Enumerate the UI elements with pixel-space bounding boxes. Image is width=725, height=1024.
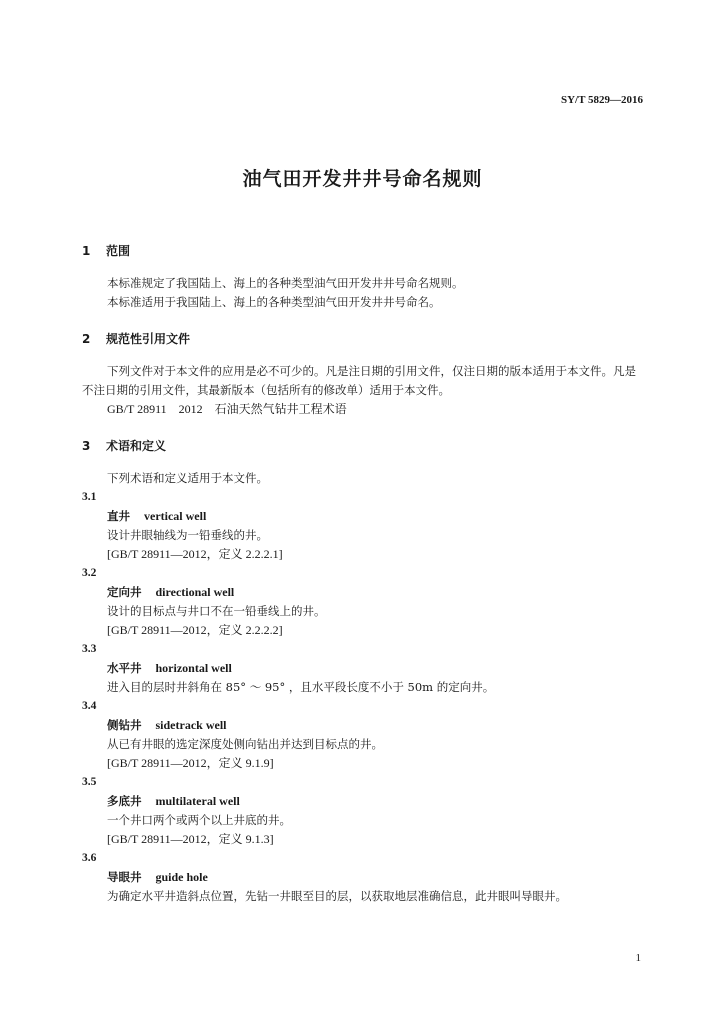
term-name-cn: 侧钻井 <box>107 718 142 732</box>
section-title: 术语和定义 <box>106 439 167 453</box>
section-number: 1 <box>82 244 91 258</box>
document-title: 油气田开发井井号命名规则 <box>242 168 483 190</box>
term-reference: [GB/T 28911—2012，定义 9.1.3] <box>107 832 274 846</box>
term-number: 3.2 <box>82 567 97 579</box>
term-entry <box>82 773 642 849</box>
term-number: 3.5 <box>82 776 97 788</box>
reference-entry: GB/T 28911 2012 石油天然气钻井工程术语 <box>107 402 347 416</box>
standard-code: SY/T 5829—2016 <box>560 94 643 106</box>
term-number: 3.1 <box>82 491 97 503</box>
term-reference: [GB/T 28911—2012，定义 2.2.2.1] <box>107 547 283 561</box>
term-name-en: vertical well <box>144 509 207 523</box>
term-name-en: multilateral well <box>155 794 240 808</box>
term-definition: 设计的目标点与井口不在一铅垂线上的井。 <box>107 604 326 618</box>
section-heading-terms <box>82 435 642 457</box>
term-entry <box>82 488 642 564</box>
term-name-en: sidetrack well <box>155 718 227 732</box>
term-entry <box>82 849 642 906</box>
term-definition: 为确定水平井造斜点位置，先钻一井眼至目的层，以获取地层准确信息，此井眼叫导眼井。 <box>107 889 567 903</box>
term-name-cn: 水平井 <box>107 661 142 675</box>
term-name-cn: 多底井 <box>107 794 142 808</box>
section-heading-normative-references <box>82 328 642 350</box>
section-heading-scope <box>82 240 642 262</box>
section-title: 规范性引用文件 <box>106 332 191 346</box>
term-entry <box>82 640 642 697</box>
term-reference: [GB/T 28911—2012，定义 9.1.9] <box>107 756 274 770</box>
paragraph: 本标准规定了我国陆上、海上的各种类型油气田开发井井号命名规则。 <box>107 276 464 290</box>
term-name-en: horizontal well <box>155 661 232 675</box>
paragraph: 本标准适用于我国陆上、海上的各种类型油气田开发井井号命名。 <box>107 295 441 309</box>
paragraph: 下列文件对于本文件的应用是必不可少的。凡是注日期的引用文件，仅注日期的版本适用于本文件。凡是不注日期的引用文件，其最新版本（包括所有的修改单）适用于本文件。 <box>82 364 636 397</box>
term-name-cn: 定向井 <box>107 585 142 599</box>
section-title: 范围 <box>106 244 131 258</box>
term-entry <box>82 564 642 640</box>
term-number: 3.3 <box>82 643 97 655</box>
section-number: 2 <box>82 332 91 346</box>
term-reference: [GB/T 28911—2012，定义 2.2.2.2] <box>107 623 283 637</box>
term-definition: 进入目的层时井斜角在 85° ～ 95° ，且水平段长度不小于 50m 的定向井。 <box>107 680 495 694</box>
term-name-cn: 直井 <box>107 509 130 523</box>
term-number: 3.4 <box>82 700 97 712</box>
term-definition: 设计井眼轴线为一铅垂线的井。 <box>107 528 268 542</box>
term-definition: 一个井口两个或两个以上井底的井。 <box>107 813 291 827</box>
paragraph: 下列术语和定义适用于本文件。 <box>107 471 268 485</box>
term-name-en: guide hole <box>155 870 208 884</box>
section-number: 3 <box>82 439 91 453</box>
term-number: 3.6 <box>82 852 97 864</box>
page-number: 1 <box>635 952 641 964</box>
term-name-en: directional well <box>155 585 235 599</box>
term-entry <box>82 697 642 773</box>
term-definition: 从已有井眼的选定深度处侧向钻出并达到目标点的井。 <box>107 737 383 751</box>
term-name-cn: 导眼井 <box>107 870 142 884</box>
document-body <box>82 240 642 906</box>
